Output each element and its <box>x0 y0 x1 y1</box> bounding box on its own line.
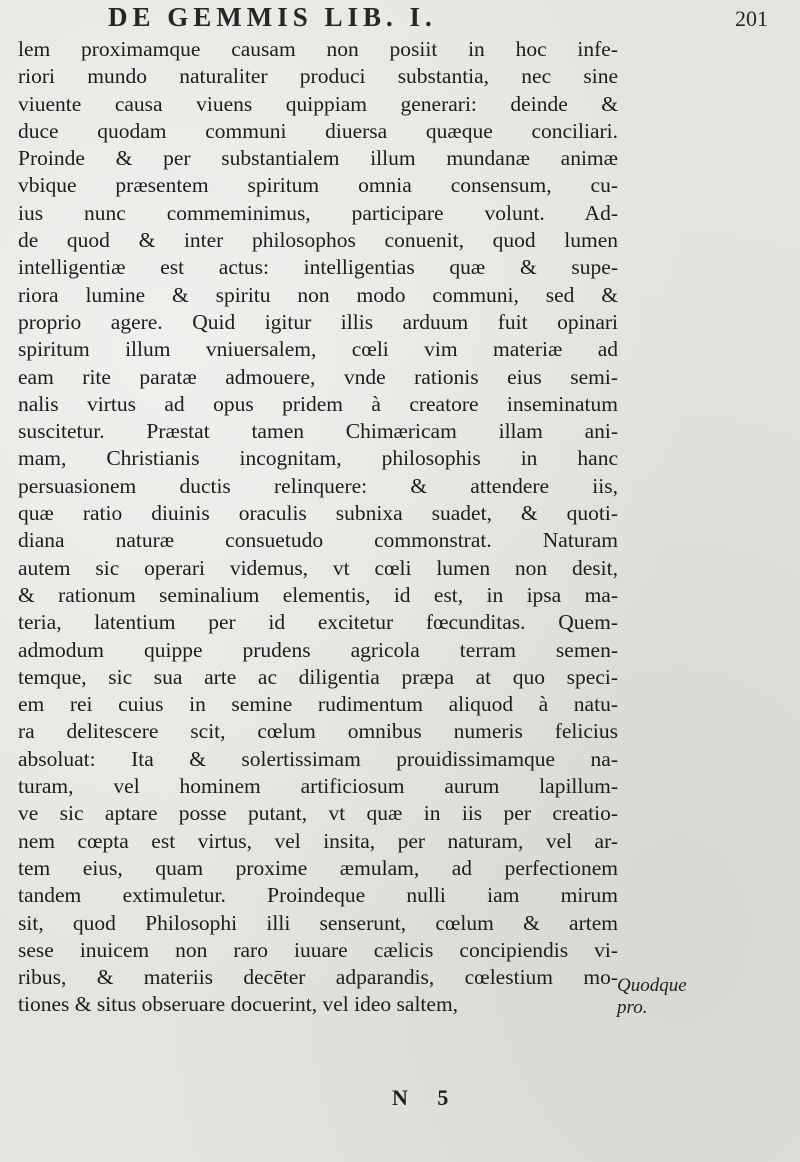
text-line: & rationum seminalium elementis, id est, in ipsa ma- <box>18 582 618 607</box>
text-line: ius nunc commeminimus, participare volunt. Ad- <box>18 200 618 225</box>
text-line: persuasionem ductis relinquere: & attendere iis, <box>18 473 618 498</box>
running-head-title: DE GEMMIS LIB. I. <box>108 2 437 32</box>
text-line: quæ ratio diuinis oraculis subnixa suadet, & quoti- <box>18 501 618 526</box>
text-line: tiones & situs obseruare docuerint, vel ideo saltem, <box>18 992 459 1017</box>
text-line: vbique præsentem spiritum omnia consensum, cu- <box>18 173 618 198</box>
text-line: lem proximamque causam non posiit in hoc infe- <box>18 37 618 61</box>
text-line: suscitetur. Præstat tamen Chimæricam illam ani- <box>18 419 618 444</box>
text-line: ra delitescere scit, cœlum omnibus numeris felicius <box>18 719 618 744</box>
text-line: riora lumine & spiritu non modo communi, sed & <box>18 282 618 307</box>
page-number: 201 <box>735 6 768 31</box>
text-line: sit, quod Philosophi illi senserunt, cœlum & artem <box>18 910 618 935</box>
text-line: diana naturæ consuetudo commonstrat. Naturam <box>18 528 618 553</box>
text-line: intelligentiæ est actus: intelligentias quæ & supe- <box>18 255 618 280</box>
text-line: absoluat: Ita & solertissimam prouidissimamque na- <box>18 746 618 771</box>
text-line: autem sic operari videmus, vt cœli lumen non desit, <box>18 555 618 580</box>
body-text <box>18 36 618 1019</box>
text-line: tandem extimuletur. Proindeque nulli iam mirum <box>18 883 618 908</box>
text-line: riori mundo naturaliter produci substantia, nec sine <box>18 64 618 89</box>
text-line: ve sic aptare posse putant, vt quæ in iis per creatio- <box>18 801 618 826</box>
text-line: proprio agere. Quid igitur illis arduum fuit opinari <box>18 309 618 334</box>
text-line: ribus, & materiis decēter adparandis, cœlestium mo- <box>18 965 618 990</box>
text-line: viuente causa viuens quippiam generari: deinde & <box>18 91 618 116</box>
text-line: eam rite paratæ admouere, vnde rationis eius semi- <box>18 364 618 389</box>
text-line: nalis virtus ad opus pridem à creatore inseminatum <box>18 391 618 416</box>
running-head <box>0 2 800 32</box>
text-line: teria, latentium per id excitetur fœcunditas. Quem- <box>18 610 618 635</box>
margin-note: Quodque pro. <box>617 975 687 1018</box>
text-line: turam, vel hominem artificiosum aurum lapillum- <box>18 774 618 799</box>
text-line: temque, sic sua arte ac diligentia præpa at quo speci- <box>18 664 618 689</box>
text-line: duce quodam communi diuersa quæque conciliari. <box>18 118 618 143</box>
text-line: em rei cuius in semine rudimentum aliquod à natu- <box>18 692 618 717</box>
text-line: de quod & inter philosophos conuenit, quod lumen <box>18 228 618 253</box>
signature-mark: N 5 <box>392 1085 461 1110</box>
text-line: tem eius, quam proxime æmulam, ad perfectionem <box>18 855 618 880</box>
text-line: admodum quippe prudens agricola terram semen- <box>18 637 618 662</box>
text-line: spiritum illum vniuersalem, cœli vim materiæ ad <box>18 337 618 362</box>
text-line: Proinde & per substantialem illum mundanæ animæ <box>18 146 618 171</box>
text-line: nem cœpta est virtus, vel insita, per naturam, vel ar- <box>18 828 618 853</box>
text-line: sese inuicem non raro iuuare cælicis concipiendis vi- <box>18 937 618 962</box>
text-line: mam, Christianis incognitam, philosophis in hanc <box>18 446 618 471</box>
